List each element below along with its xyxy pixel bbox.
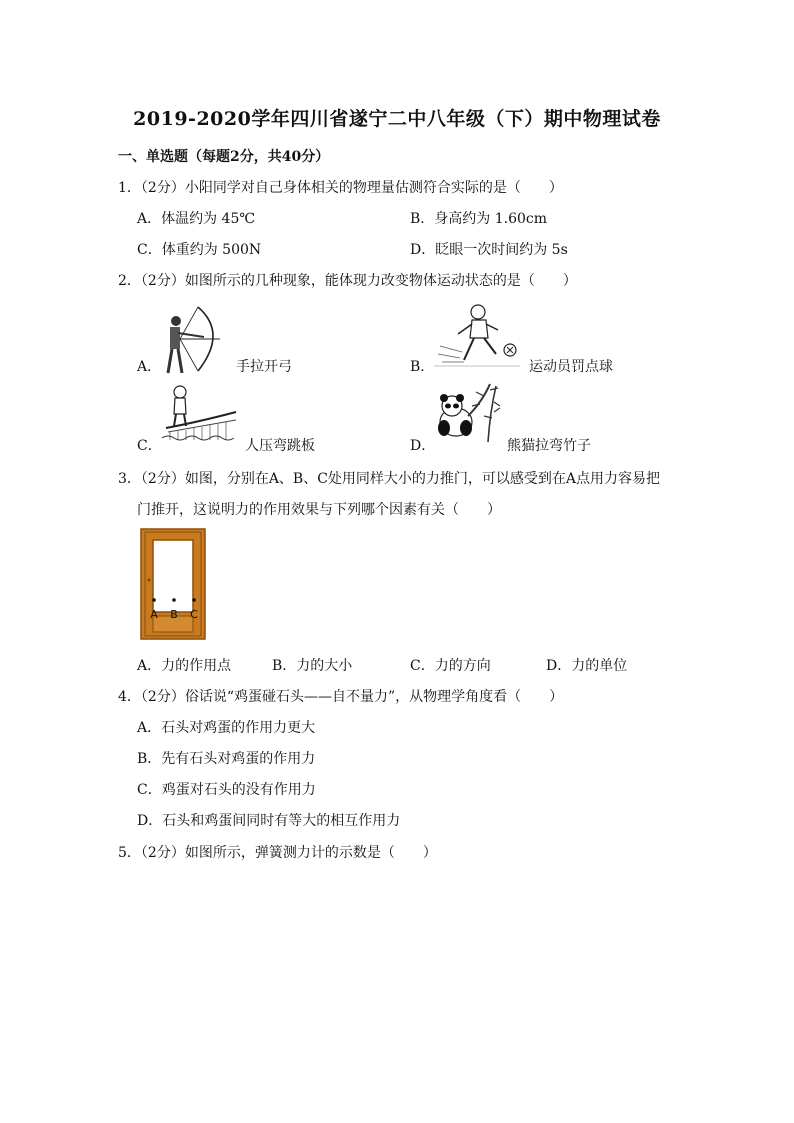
question-2-option-c-letter: C．	[137, 438, 162, 454]
question-3-option-d: D．力的单位	[546, 658, 628, 674]
question-2-option-a-letter: A．	[137, 359, 162, 375]
question-3-option-c: C．力的方向	[410, 658, 491, 674]
question-2-option-b-letter: B．	[410, 359, 435, 375]
question-3-stem-line-2: 门推开，这说明力的作用效果与下列哪个因素有关（ ）	[137, 502, 501, 518]
question-1-option-d: D．眨眼一次时间约为 5s	[410, 242, 568, 258]
door-figure	[140, 528, 206, 640]
question-3-option-a: A．力的作用点	[137, 658, 232, 674]
question-2-option-b-caption: 运动员罚点球	[529, 359, 613, 375]
door-label-a: A	[150, 608, 158, 621]
question-2-option-d-letter: D．	[410, 438, 436, 454]
question-4-option-b: B．先有石头对鸡蛋的作用力	[137, 751, 316, 767]
question-2-option-c-caption: 人压弯跳板	[245, 438, 315, 454]
question-5-stem: 5．（2分）如图所示，弹簧测力计的示数是（ ）	[118, 845, 437, 861]
question-4-option-a: A．石头对鸡蛋的作用力更大	[137, 720, 316, 736]
football-player-figure	[434, 300, 520, 372]
question-2-option-d-caption: 熊猫拉弯竹子	[507, 438, 591, 454]
door-label-b: B	[170, 608, 178, 621]
panda-bamboo-figure	[432, 382, 502, 446]
question-2-option-a-caption: 手拉开弓	[236, 359, 292, 375]
question-3-stem-line-1: 3．（2分）如图，分别在A、B、C处用同样大小的力推门，可以感受到在A点用力容易把	[118, 471, 661, 487]
question-3-option-b: B．力的大小	[272, 658, 353, 674]
question-4-option-d: D．石头和鸡蛋间同时有等大的相互作用力	[137, 813, 401, 829]
question-4-option-c: C．鸡蛋对石头的没有作用力	[137, 782, 316, 798]
question-1-option-c: C．体重约为 500N	[137, 242, 262, 258]
question-4-stem: 4．（2分）俗话说“鸡蛋碰石头——自不量力”，从物理学角度看（ ）	[118, 689, 564, 705]
door-label-c: C	[190, 608, 198, 621]
question-2-stem: 2．（2分）如图所示的几种现象，能体现力改变物体运动状态的是（ ）	[118, 273, 577, 289]
exam-title: 2019-2020学年四川省遂宁二中八年级（下）期中物理试卷	[133, 108, 661, 130]
question-1-option-b: B．身高约为 1.60cm	[410, 211, 548, 227]
section-heading: 一、单选题（每题2分，共40分）	[118, 149, 330, 165]
archer-figure	[158, 303, 228, 375]
diving-board-figure	[158, 382, 238, 444]
question-1-option-a: A．体温约为 45℃	[137, 211, 256, 227]
question-1-stem: 1．（2分）小阳同学对自己身体相关的物理量估测符合实际的是（ ）	[118, 180, 563, 196]
